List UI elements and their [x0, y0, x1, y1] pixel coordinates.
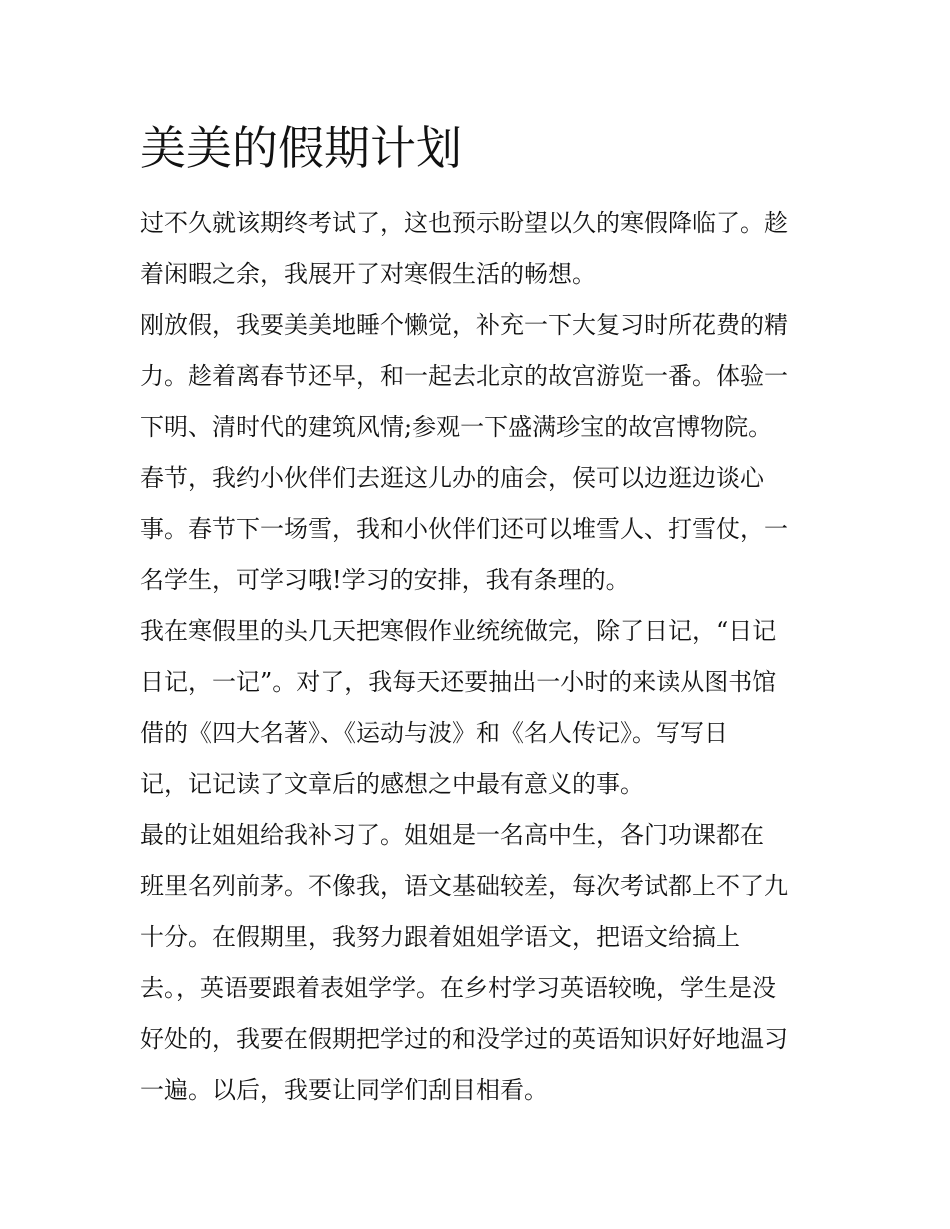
- text-line: 最的让姐姐给我补习了。姐姐是一名高中生，各门功课都在: [140, 821, 764, 849]
- text-line: 日记，一记”。对了，我每天还要抽出一小时的来读从图书馆: [140, 668, 777, 696]
- text-line: 记，记记读了文章后的感想之中最有意义的事。: [140, 770, 644, 798]
- text-line: 十分。在假期里，我努力跟着姐姐学语文，把语文给搞上: [140, 923, 740, 951]
- text-line: 过不久就该期终考试了，这也预示盼望以久的寒假降临了。趁: [140, 209, 788, 237]
- text-line: 去。，英语要跟着表姐学学。在乡村学习英语较晚，学生是没: [140, 974, 776, 1002]
- document-body: [140, 198, 820, 1116]
- text-line: 刚放假，我要美美地睡个懒觉，补充一下大复习时所花费的精: [140, 311, 788, 339]
- text-line: 名学生，可学习哦!学习的安排，我有条理的。: [140, 566, 630, 594]
- text-line: 好处的，我要在假期把学过的和没学过的英语知识好好地温习: [140, 1025, 788, 1053]
- text-line: 着闲暇之余，我展开了对寒假生活的畅想。: [140, 260, 596, 288]
- text-line: 下明、清时代的建筑风情;参观一下盛满珍宝的故宫博物院。: [140, 413, 773, 441]
- text-line: 借的《四大名著》、《运动与波》和《名人传记》。写写日: [140, 719, 728, 747]
- text-line: 我在寒假里的头几天把寒假作业统统做完，除了日记，“日记: [140, 617, 777, 645]
- text-line: 班里名列前茅。不像我，语文基础较差，每次考试都上不了九: [140, 872, 788, 900]
- text-line: 春节，我约小伙伴们去逛这儿办的庙会，侯可以边逛边谈心: [140, 464, 764, 492]
- document-title: 美美的假期计划: [140, 121, 462, 175]
- text-line: 事。春节下一场雪，我和小伙伴们还可以堆雪人、打雪仗，一: [140, 515, 788, 543]
- text-line: 一遍。以后，我要让同学们刮目相看。: [140, 1076, 548, 1104]
- text-line: 力。趁着离春节还早，和一起去北京的故宫游览一番。体验一: [140, 362, 788, 390]
